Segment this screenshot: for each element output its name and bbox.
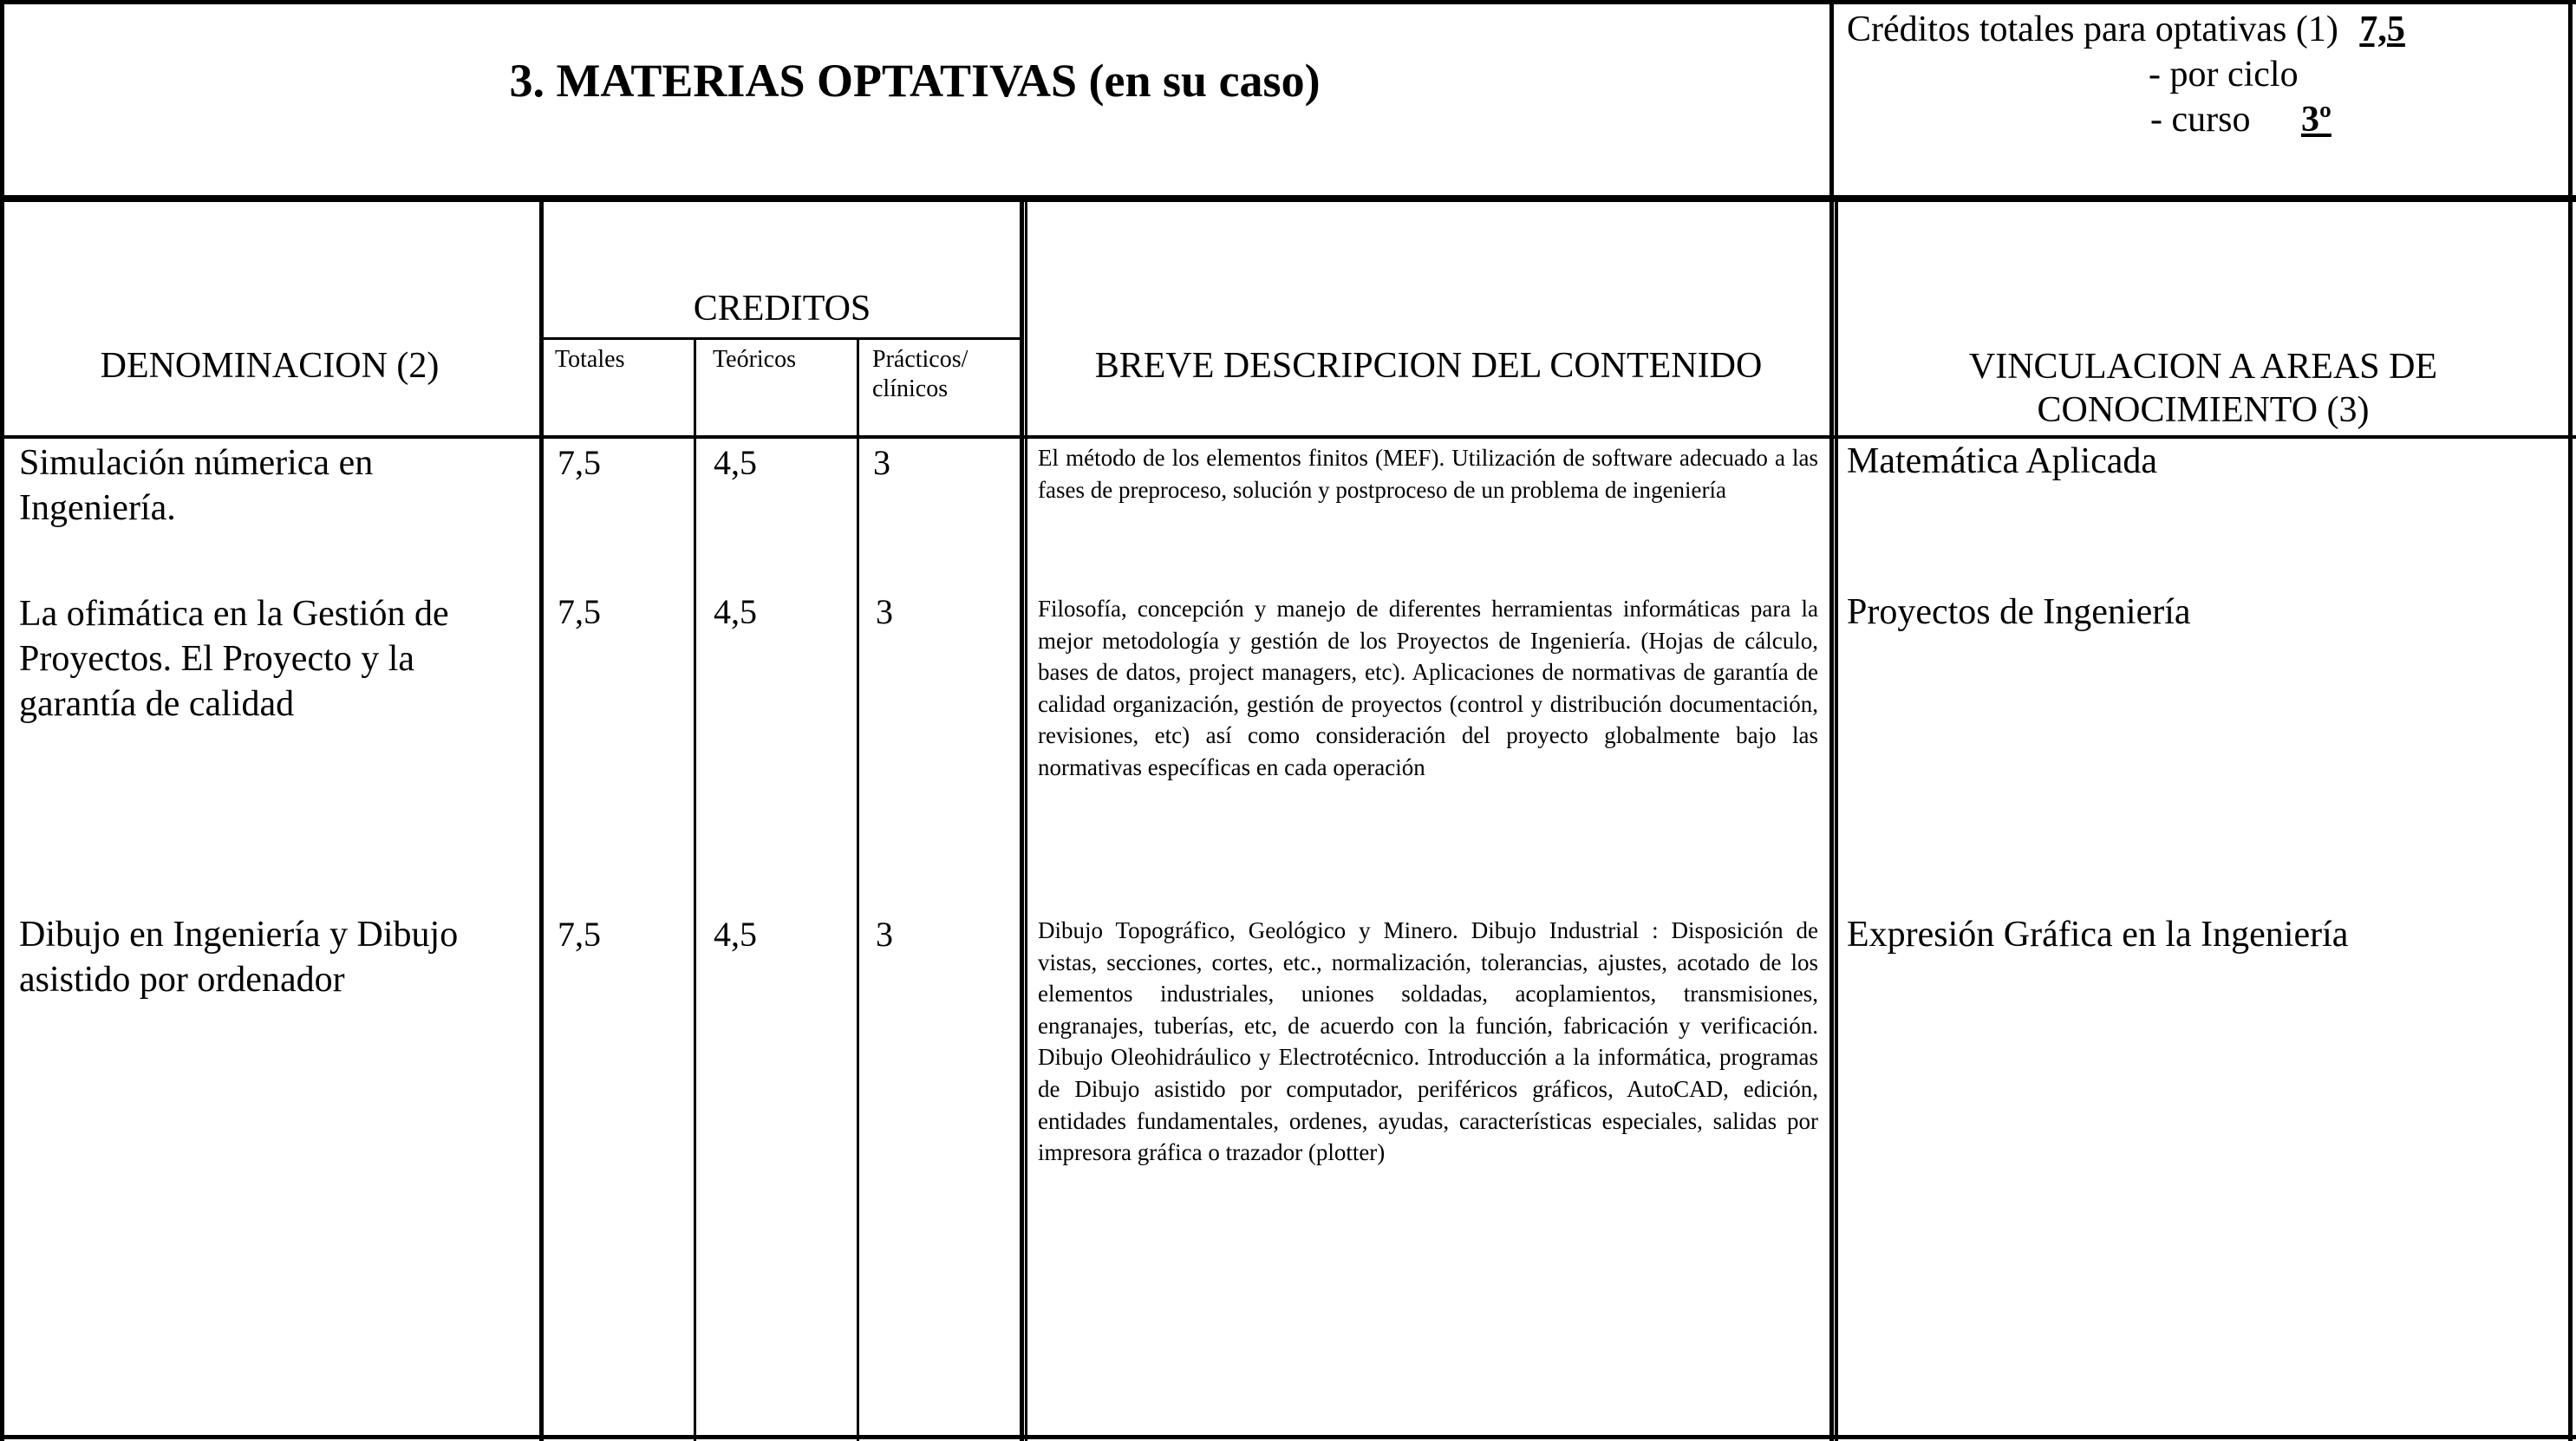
row-3-teoricos: 4,5 <box>714 915 757 954</box>
col-divider-title <box>1829 0 1834 1441</box>
header-creditos: CREDITOS <box>693 289 871 329</box>
row-1-practicos: 3 <box>873 443 890 482</box>
row-3-name: Dibujo en Ingeniería y Dibujo asistido por ordenador <box>19 915 459 1000</box>
col-divider-practicos-2 <box>1025 202 1027 1441</box>
row-2-area: Proyectos de Ingeniería <box>1847 592 2191 632</box>
header-vinculacion <box>1838 345 2568 432</box>
row-2-description: Filosofía, concepción y manejo de diferentes herramientas informáticas para la mejor metodología y gestión de los Proyectos de Ingeniería. (Hojas de cálculo, bases de datos, project managers, etc). Aplicaciones de normativas de garantía de calidad organización, gestión de proyectos (control y distribución documentación, revisiones, etc) así como consideración del proyecto globalmente bajo las normativas específicas en cada operación <box>1038 596 1818 780</box>
frame-bottom <box>0 1435 2576 1439</box>
row-3-description: Dibujo Topográfico, Geológico y Minero. Dibujo Industrial : Disposición de vistas, secciones, cortes, etc., normalización, tolerancias, ajustes, acotado de los elementos industriales, uniones soldadas, acoplamientos, transmisiones, engranajes, tuberías, etc, de acuerdo con la función, fabricación y verificación. Dibujo Oleohidráulico y Electrotécnico. Introducción a la informática, programas de Dibujo asistido por computador, periféricos gráficos, AutoCAD, edición, entidades fundamentales, ordenes, ayudas, características especiales, salidas por impresora gráfica o trazador (plotter) <box>1038 917 1818 1166</box>
row-2-totales: 7,5 <box>558 592 601 631</box>
credits-total-value: 7,5 <box>2359 10 2405 49</box>
header-denominacion: DENOMINACION (2) <box>100 346 440 386</box>
credits-por-ciclo: - por ciclo <box>2149 55 2299 95</box>
row-3-totales: 7,5 <box>558 915 601 954</box>
credits-curso-value: 3º <box>2300 100 2331 140</box>
row-2-name: La ofimática en la Gestión de Proyectos. El Proyecto y la garantía de calidad <box>19 594 449 724</box>
header-teoricos: Teóricos <box>713 346 797 373</box>
row-1-area: Matemática Aplicada <box>1847 441 2158 481</box>
row-1-name: Simulación númerica en Ingeniería. <box>19 443 374 528</box>
row-1-totales: 7,5 <box>558 443 601 482</box>
frame-left <box>0 0 4 1441</box>
header-practicos <box>872 345 968 404</box>
credits-total-label: Créditos totales para optativas (1) <box>1847 10 2338 49</box>
header-separator <box>0 435 2576 439</box>
frame-top <box>0 0 2576 4</box>
row-2-teoricos: 4,5 <box>714 592 757 631</box>
title-separator <box>0 195 2576 202</box>
row-3-practicos: 3 <box>876 915 893 954</box>
frame-right <box>2568 0 2573 1441</box>
col-divider-denom <box>539 202 544 1441</box>
credits-total-line <box>1847 9 2405 50</box>
header-practicos-line1: Prácticos/ <box>872 346 968 373</box>
credits-curso-line <box>2150 99 2331 140</box>
row-2-practicos: 3 <box>876 592 893 631</box>
header-vinculacion-line1: VINCULACION A AREAS DE <box>1968 347 2438 387</box>
col-divider-totales <box>694 337 696 1441</box>
creditos-underline <box>542 337 1023 340</box>
page-title: 3. MATERIAS OPTATIVAS (en su caso) <box>509 55 1321 107</box>
col-divider-practicos <box>1020 202 1024 1441</box>
header-practicos-line2: clínicos <box>872 375 949 402</box>
header-totales: Totales <box>555 346 625 373</box>
credits-curso-label: - curso <box>2150 100 2251 140</box>
header-vinculacion-line2: CONOCIMIENTO (3) <box>2037 390 2370 430</box>
row-1-teoricos: 4,5 <box>714 443 757 482</box>
row-1-description: El método de los elementos finitos (MEF). Utilización de software adecuado a las fases de preproceso, solución y postproceso de un problema de ingeniería <box>1038 445 1818 503</box>
row-3-area: Expresión Gráfica en la Ingeniería <box>1847 915 2349 955</box>
header-descripcion: BREVE DESCRIPCION DEL CONTENIDO <box>1094 346 1763 386</box>
col-divider-teoricos <box>857 337 859 1441</box>
